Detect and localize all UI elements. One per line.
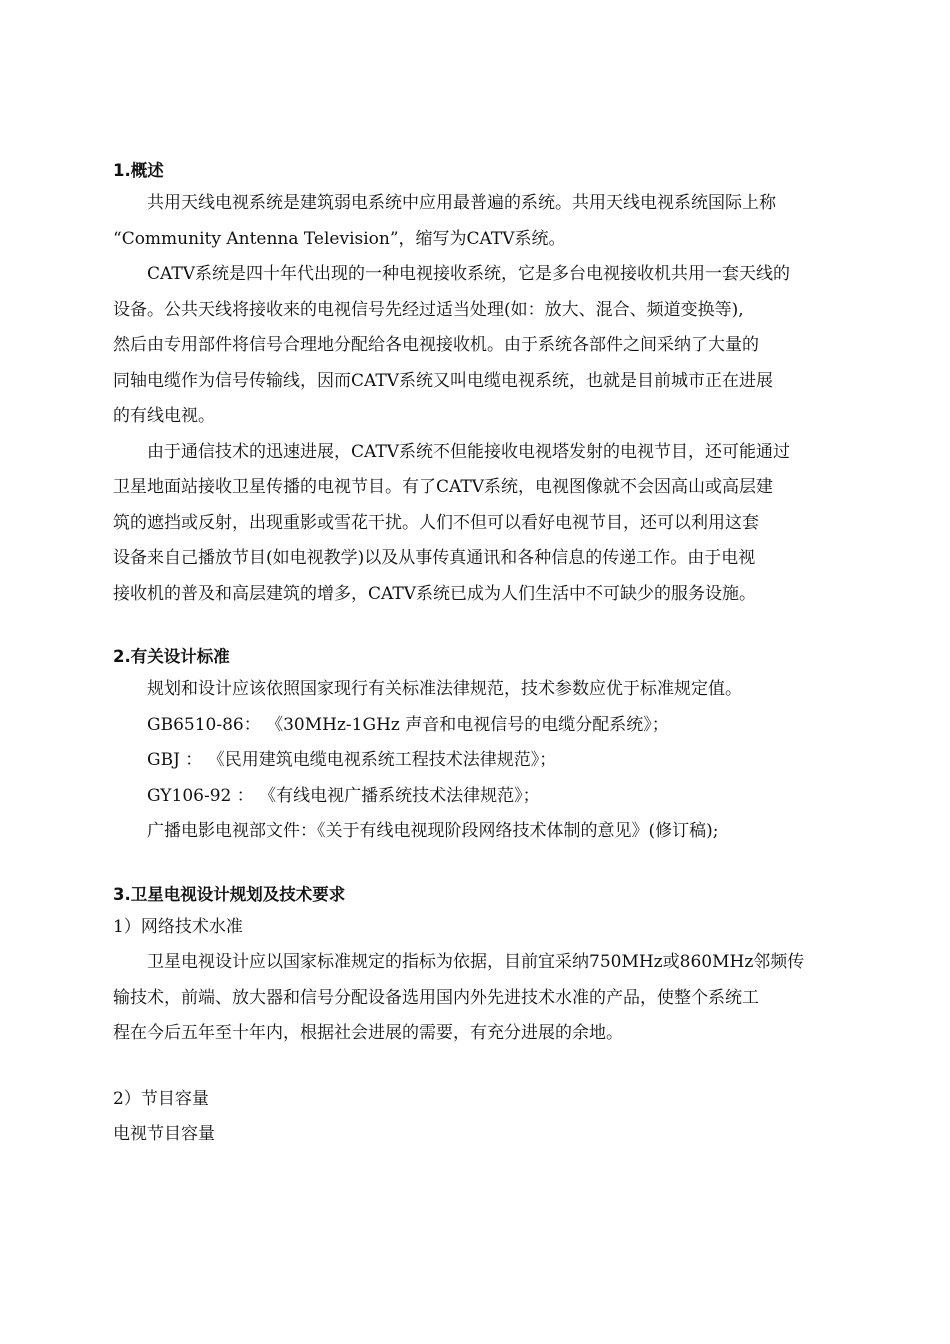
paragraph-line: 由于通信技术的迅速进展，CATV系统不但能接收电视塔发射的电视节目，还可能通过 bbox=[147, 441, 790, 462]
paragraph-line: CATV系统是四十年代出现的一种电视接收系统，它是多台电视接收机共用一套天线的 bbox=[147, 264, 790, 284]
subsection-title: 2）节目容量 bbox=[113, 1088, 209, 1109]
section-3-title: 3.卫星电视设计规划及技术要求 bbox=[113, 884, 346, 904]
paragraph-line: 筑的遮挡或反射，出现重影或雪花干扰。人们不但可以看好电视节目，还可以利用这套 bbox=[113, 512, 759, 533]
paragraph-line: 的有线电视。 bbox=[113, 406, 215, 426]
standards-line: GY106-92 ： 《有线电视广播系统技术法律规范》； bbox=[147, 785, 540, 806]
paragraph-line: 设备。公共天线将接收来的电视信号先经过适当处理(如：放大、混合、频道变换等), bbox=[113, 299, 744, 320]
paragraph-line: 卫星地面站接收卫星传播的电视节目。有了CATV系统，电视图像就不会因高山或高层建 bbox=[113, 477, 773, 497]
standards-line: 广播电影电视部文件：《关于有线电视现阶段网络技术体制的意见》(修订稿); bbox=[147, 821, 719, 841]
section-1-title: 1.概述 bbox=[113, 161, 164, 180]
paragraph-line: 输技术，前端、放大器和信号分配设备选用国内外先进技术水准的产品，使整个系统工 bbox=[113, 987, 759, 1008]
paragraph-line: 电视节目容量 bbox=[113, 1124, 215, 1144]
paragraph-line: 接收机的普及和高层建筑的增多，CATV系统已成为人们生活中不可缺少的服务设施。 bbox=[113, 583, 756, 604]
paragraph-line: 设备来自己播放节目(如电视教学)以及从事传真通讯和各种信息的传递工作。由于电视 bbox=[113, 548, 756, 568]
paragraph-line: 同轴电缆作为信号传输线，因而CATV系统又叫电缆电视系统，也就是目前城市正在进展 bbox=[113, 370, 773, 391]
paragraph-line: 卫星电视设计应以国家标准规定的指标为依据，目前宜采纳750MHz或860MHz邻频传 bbox=[147, 952, 805, 972]
subsection-title: 1）网络技术水准 bbox=[113, 916, 243, 937]
standards-line: GBJ ： 《民用建筑电缆电视系统工程技术法律规范》； bbox=[147, 750, 557, 770]
document-body bbox=[113, 158, 863, 1157]
standards-line: 规划和设计应该依照国家现行有关标准法律规范，技术参数应优于标准规定值。 bbox=[147, 679, 742, 699]
paragraph-line: 程在今后五年至十年内，根据社会进展的需要，有充分进展的余地。 bbox=[113, 1023, 623, 1043]
paragraph-line: 然后由专用部件将信号合理地分配给各电视接收机。由于系统各部件之间采纳了大量的 bbox=[113, 335, 759, 355]
standards-line: GB6510-86： 《30MHz-1GHz 声音和电视信号的电缆分配系统》； bbox=[147, 714, 669, 735]
paragraph-line: “Community Antenna Television”，缩写为CATV系统。 bbox=[113, 228, 566, 249]
paragraph-line: 共用天线电视系统是建筑弱电系统中应用最普遍的系统。共用天线电视系统国际上称 bbox=[147, 193, 776, 213]
section-2-title: 2.有关设计标准 bbox=[113, 647, 230, 666]
